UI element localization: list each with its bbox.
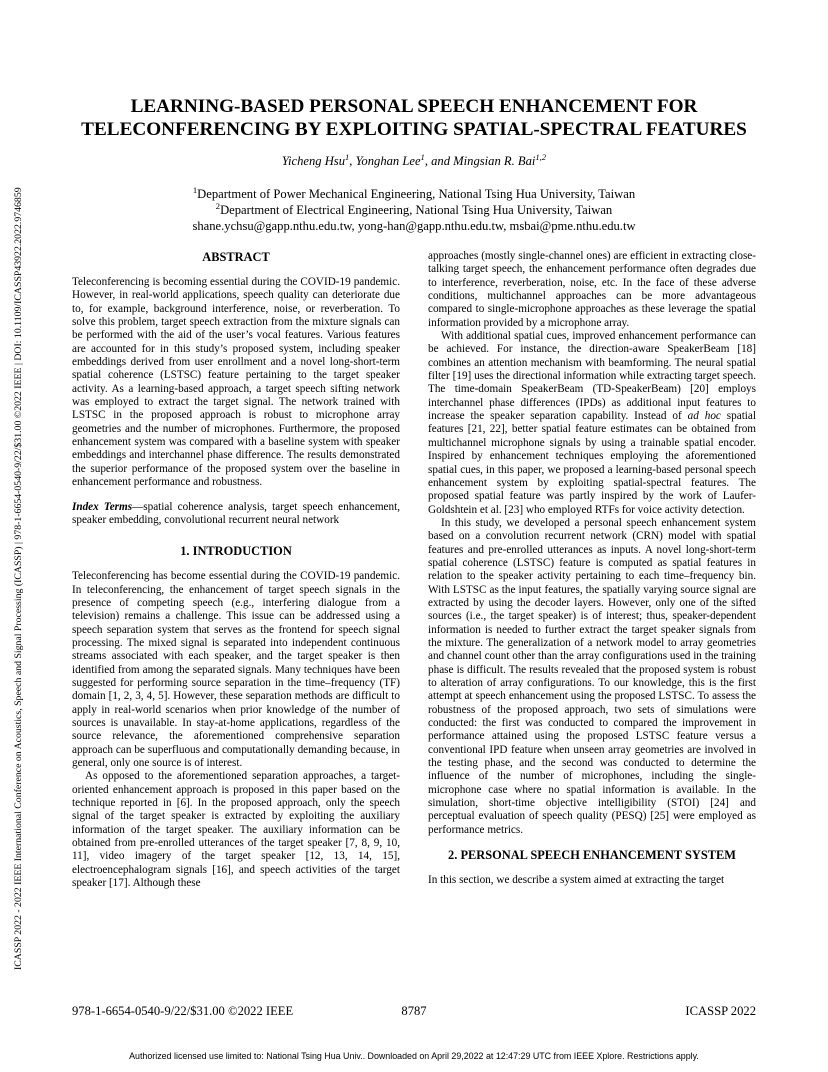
- footer-venue: ICASSP 2022: [685, 1004, 756, 1018]
- title-line-2: TELECONFERENCING BY EXPLOITING SPATIAL-SPECTRAL FEATURES: [81, 119, 747, 140]
- intro-paragraph-1: Teleconferencing has become essential during the COVID-19 pandemic. In teleconferencing, the enhancement of target speech signals in the presence of competing speech (e.g., interfering dialogue from a television) remains a challenge. This issue can be addressed using a speech separation system that serves as the frontend for speech signal processing. The mixed signal is separated into independent continuous streams associated with each speaker, and the target speaker is then identified from among the separated signals. Many techniques have been suggested for performing source separation in the time–frequency (TF) domain [1, 2, 3, 4, 5]. However, these separation methods are difficult to apply in real-world scenarios when prior knowledge of the number of sources is unavailable. In stay-at-home applications, regardless of the source relevance, the aforementioned comprehensive separation approach can be superfluous and computationally demanding because, in general, only one source is of interest.: [72, 570, 400, 769]
- affiliation-1: [60, 186, 768, 202]
- intro-paragraph-4-b: spatial features [21, 22], better spatial feature estimates can be obtained from multichannel microphone signals by using a trainable spatial encoder. Inspired by enhancement techniques employing the aforementioned spatial cues, in this paper, we proposed a learning-based personal speech enhancement system by exploiting spatial-spectral features. The proposed spatial feature was partly inspired by the work of Laufer-Goldshtein et al. [23] who employed RTFs for voice activity detection.: [428, 410, 756, 516]
- affiliation-2: [60, 202, 768, 218]
- affiliation-2-text: Department of Electrical Engineering, National Tsing Hua University, Taiwan: [220, 203, 613, 217]
- index-terms-label: Index Terms: [72, 500, 133, 513]
- abstract-text: Teleconferencing is becoming essential during the COVID-19 pandemic. However, in real-world applications, speech quality can deteriorate due to, for example, background interference, noise, or reverberation. To solve this problem, target speech extraction from the mixture signals can be performed with the aid of the user’s vocal features. Various features are accounted for in this study’s proposed system, including speaker embeddings derived from user enrollment and a novel long-short-term spatial coherence (LSTSC) feature pertaining to the target speaker activity. As a learning-based approach, a target speech sifting network was employed to extract the target signal. The network trained with LSTSC in the proposed approach is robust to microphone array geometries and the number of microphones. Furthermore, the proposed enhancement system was compared with a baseline system with speaker embeddings and interchannel phase difference. The results demonstrated the superior performance of the proposed system over the baseline in enhancement performance and robustness.: [72, 276, 400, 489]
- author-emails: shane.ychsu@gapp.nthu.edu.tw, yong-han@gapp.nthu.edu.tw, msbai@pme.nthu.edu.tw: [192, 219, 636, 233]
- index-terms: [72, 501, 400, 528]
- title-line-1: LEARNING-BASED PERSONAL SPEECH ENHANCEMENT FOR: [130, 96, 698, 117]
- left-column: [72, 250, 400, 890]
- index-terms-dash: —: [132, 500, 144, 513]
- author-sep-2: , and: [424, 154, 454, 168]
- affiliation-1-text: Department of Power Mechanical Engineering, National Tsing Hua University, Taiwan: [197, 187, 636, 201]
- author-sep-1: ,: [349, 154, 356, 168]
- license-notice: Authorized licensed use limited to: National Tsing Hua Univ.. Downloaded on April 29,2022 at 12:47:29 UTC from IEEE Xplore. Restrictions apply.: [129, 1051, 699, 1061]
- abstract-heading: ABSTRACT: [202, 250, 270, 264]
- intro-paragraph-2: As opposed to the aforementioned separation approaches, a target-oriented enhancement approach is proposed in this paper based on the technique reported in [6]. In the proposed approach, only the speech signal of the target speaker is extracted by exploiting the auxiliary information of the target speaker. The auxiliary information can be obtained from pre-enrolled utterances of the target speaker [7, 8, 9, 10, 11], video imagery of the target speaker [12, 13, 14, 15], electroencephalogram signals [16], and speech activities of the target speaker [17]. Although these: [72, 770, 400, 890]
- author-1-affil: 1: [345, 151, 350, 162]
- author-3-affil: 1,2: [535, 151, 547, 162]
- sidebar-citation-text: ICASSP 2022 - 2022 IEEE International Conference on Acoustics, Speech and Signal Processing (ICASSP) | 978-1-6654-0540-9/22/$31.00 ©2022 IEEE | DOI: 10.1109/ICASSP43922.2022.9746859: [13, 187, 24, 970]
- author-1: Yicheng Hsu: [281, 154, 345, 168]
- section-2-heading: 2. PERSONAL SPEECH ENHANCEMENT SYSTEM: [448, 848, 736, 863]
- section-2-paragraph-1: In this section, we describe a system aimed at extracting the target: [428, 874, 725, 887]
- author-2: Yonghan Lee: [355, 154, 421, 168]
- paper-title: [60, 95, 768, 141]
- footer-page-number: 8787: [401, 1004, 427, 1018]
- affiliation-1-mark: 1: [192, 184, 198, 195]
- author-3: Mingsian R. Bai: [453, 154, 536, 168]
- sidebar-citation: [14, 100, 24, 970]
- affiliation-2-mark: 2: [215, 200, 221, 211]
- index-terms-text: spatial coherence analysis, target speech enhancement, speaker embedding, convolutional recurrent neural network: [72, 500, 400, 526]
- intro-heading: 1. INTRODUCTION: [180, 544, 292, 559]
- intro-paragraph-4: [428, 330, 756, 517]
- intro-paragraph-5: In this study, we developed a personal speech enhancement system based on a convolution recurrent network (CRN) model with spatial features and pre-enrolled utterances as inputs. A novel long-short-term spatial coherence (LSTSC) feature is computed as spatial features in relation to the speaker activity pertaining to each time–frequency bin. With LSTSC as the input features, the spatially varying source signal are extracted by using the decoder layers. However, only one of the sifted sources (i.e., the target speaker) is of interest; thus, speaker-dependent information is needed to further extract the target speaker signals from the mixture. The generalization of a network model to array geometries and channel count other than the array configurations used in the training phase is difficult. The results revealed that the proposed system is robust to alteration of array configurations. To our knowledge, this is the first attempt at speech enhancement using the proposed LSTSC. To assess the robustness of the proposed approach, two sets of simulations were conducted: the first was conducted to compared the improvement in performance attained using the proposed LSTSC feature versus a conventional IPD feature when unseen array geometries are involved in the testing phase, and the second was conducted to determine the influence of the number of microphones, including the single-microphone case where no spatial information is available. In the simulation, short-time objective intelligibility (STOI) [24] and perceptual evaluation of speech quality (PESQ) [25] were employed as performance metrics.: [428, 516, 756, 836]
- footer-isbn: 978-1-6654-0540-9/22/$31.00 ©2022 IEEE: [72, 1004, 294, 1018]
- affiliations: [60, 186, 768, 234]
- right-column: [428, 250, 756, 887]
- author-2-affil: 1: [420, 151, 425, 162]
- intro-paragraph-4-emphasis: ad hoc: [687, 410, 721, 423]
- intro-paragraph-4-a: With additional spatial cues, improved enhancement performance can be achieved. For instance, the direction-aware SpeakerBeam [18] combines an attention mechanism with beamforming. The neural spatial filter [19] uses the directional information while extracting target speech. The time-domain SpeakerBeam (TD-SpeakerBeam) [20] employs interchannel phase differences (IPDs) as additional input features to increase the speaker separation capability. Instead of: [428, 330, 756, 423]
- author-list: [60, 153, 768, 169]
- intro-paragraph-3: approaches (mostly single-channel ones) are efficient in extracting close-talking target speech, the enhancement performance often degrades due to interference, reverberation, noise, etc. In the face of these adverse conditions, multichannel approaches can be more advantageous compared to single-microphone approaches as these leverage the spatial information provided by a microphone array.: [428, 250, 756, 329]
